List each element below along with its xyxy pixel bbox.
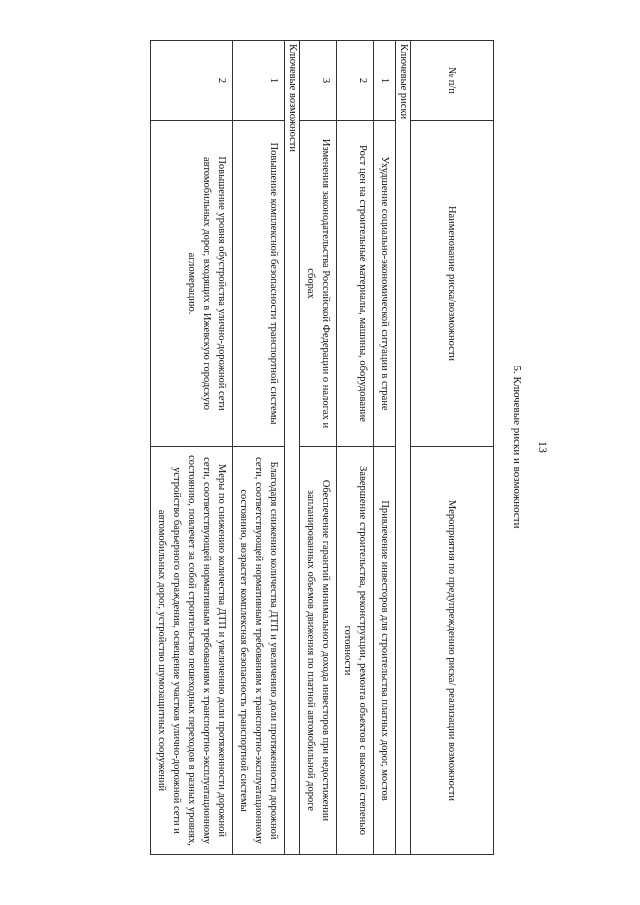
table-row	[300, 41, 337, 855]
table-row	[337, 41, 374, 855]
header-name: Наименование риска/возможности	[411, 121, 494, 447]
table-row	[233, 41, 285, 855]
row-name: Изменения законодательства Российской Федерации о налогах и сборах	[300, 121, 337, 447]
group-row-risks	[396, 41, 411, 855]
group-row-opportunities	[285, 41, 300, 855]
table-header-row	[411, 41, 494, 855]
rotated-document-page	[100, 40, 552, 854]
risks-opportunities-table	[150, 40, 494, 855]
row-num: 1	[233, 41, 285, 121]
row-measure: Привлечение инвесторов для строительства платных дорог, мостов	[374, 447, 396, 855]
row-name: Ухудшение социально-экономической ситуации в стране	[374, 121, 396, 447]
section-title: 5. Ключевые риски и возможности	[511, 365, 523, 529]
row-num: 3	[300, 41, 337, 121]
row-num: 1	[374, 41, 396, 121]
header-measures: Мероприятия по предупреждению риска/ реализации возможности	[411, 447, 494, 855]
row-num: 2	[337, 41, 374, 121]
group-title: Ключевые возможности	[285, 41, 300, 855]
row-measure: Завершение строительства, реконструкции, ремонта объектов с высокой степенью готовности	[337, 447, 374, 855]
row-measure: Благодаря снижению количества ДТП и увеличению доли протяженности дорожной сети, соответствующей нормативным требованиям к транспортно-эксплуатационному состоянию, возрастет комплексная безопасность транспортной системы	[233, 447, 285, 855]
row-name: Рост цен на строительные материалы, машины, оборудование	[337, 121, 374, 447]
header-num: № п/п	[411, 41, 494, 121]
row-num: 2	[151, 41, 233, 121]
group-title: Ключевые риски	[396, 41, 411, 855]
row-name: Повышение комплексной безопасности транспортной системы	[233, 121, 285, 447]
page-number: 13	[536, 441, 550, 453]
table-row	[374, 41, 396, 855]
row-measure: Обеспечение гарантий минимального дохода инвесторов при недостижении запланированных объемов движения по платной автомобильной дороге	[300, 447, 337, 855]
table-row	[151, 41, 233, 855]
row-name: Повышение уровня обустройства улично-дорожной сети автомобильных дорог, входящих в Ижевскую городскую агломерацию.	[151, 121, 233, 447]
row-measure: Меры по снижению количества ДТП и увеличению доли протяженности дорожной сети, соответствующей нормативным требованиям к транспортно-эксплуатационному состоянию, повлечет за собой строительство пешеходных переходов в разных уровнях, устройство барьерного ограждения, освещение участков улично-дорожной сети и автомобильных дорог, устройство шумозащитных сооружений	[151, 447, 233, 855]
